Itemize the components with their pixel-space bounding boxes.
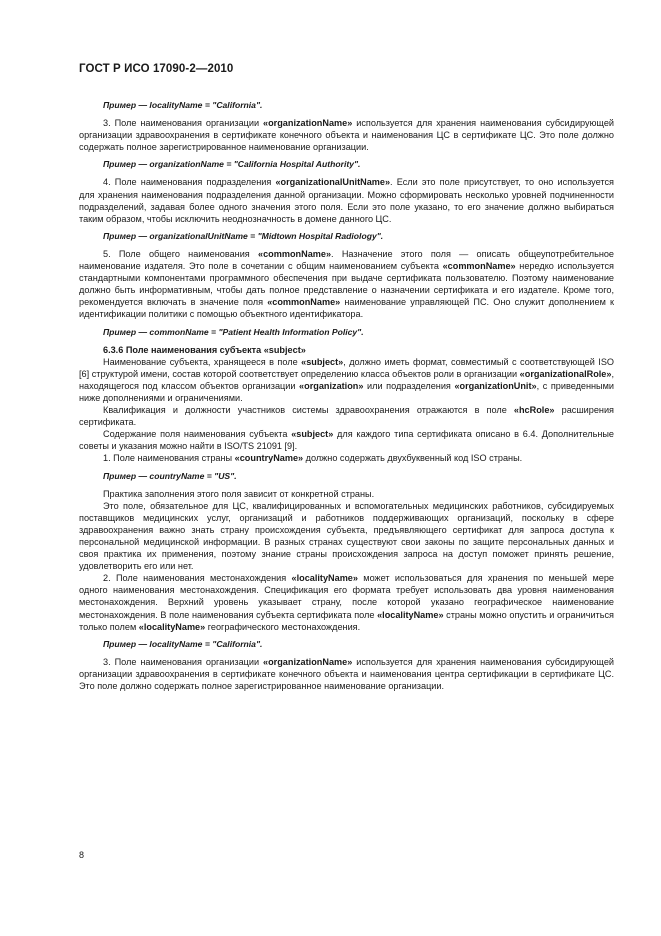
field-name: «organizationUnit»: [454, 380, 537, 391]
field-name: «commonName»: [442, 261, 516, 272]
field-name: «localityName»: [377, 609, 444, 620]
text-run: Наименование субъекта, хранящееся в поле: [103, 356, 302, 367]
text-run: Квалификация и должности участников системы здравоохранения отражаются в поле: [103, 405, 514, 416]
text-run: географического местонахождения.: [205, 621, 361, 632]
text-run: Это поле, обязательное для ЦС, квалифицированных и вспомогательных медицинских работников, субсидируемых поставщиков медицинских услуг, организаций и работников поддерживающих организаций, поскольку в сфере здравоохранения важно знать страну происхождения субъекта, предъявляющего сертификат для запроса доступа к персональной медицинской информации. В разных странах существуют свои законы по защите персональных данных и своя практика их применения, поэтому знание страны происхождения запроса на доступ поможет принять решение, удовлетворить его или нет.: [79, 500, 614, 572]
paragraph: [79, 572, 614, 632]
field-name: «organizationalRole»: [519, 368, 612, 379]
text-run: используется для хранения наименования субсидирующей организации здравоохранения в сертификате конечного объекта и наименования центра сертификации в сертификате ЦС. Это поле должно содержать полное зарегистрированное наименование организации.: [79, 656, 614, 692]
text-run: расширения сертификата.: [79, 405, 614, 428]
paragraph: [79, 500, 614, 573]
paragraph: [79, 117, 614, 153]
text-run: , должно иметь формат, совместимый с соответствующей ISO [6] структурой имени, состав которой соответствует определению класса объектов роли в организации: [79, 356, 614, 379]
section-heading: 6.3.6 Поле наименования субъекта «subject»: [103, 344, 306, 355]
text-run: 3. Поле наименования организации: [103, 656, 264, 667]
document-header: ГОСТ Р ИСО 17090-2—2010: [79, 63, 234, 75]
field-name: «commonName»: [258, 248, 332, 259]
text-run: используется для хранения наименования субсидирующей организации здравоохранения в сертификате конечного объекта и наименования ЦС в сертификате ЦС. Это поле должно содержать полное зарегистрированное наименование организации.: [79, 118, 614, 153]
paragraph: [79, 176, 614, 224]
text-run: для каждого типа сертификата описано в 6.4. Дополнительные советы и указания можно найти в ISO/TS 21091 [9].: [79, 429, 614, 452]
text-run: 1. Поле наименования страны: [103, 453, 235, 464]
paragraph: [79, 428, 614, 452]
field-name: «organizationName»: [263, 118, 353, 129]
example-line: Пример — localityName = "California".: [103, 100, 263, 110]
field-name: «organizationalUnitName»: [275, 177, 391, 188]
paragraph: [79, 656, 614, 692]
text-run: 5. Поле общего наименования: [103, 248, 259, 259]
text-run: или подразделения: [363, 380, 455, 391]
text-run: Содержание поля наименования субъекта: [103, 429, 292, 440]
text-run: должно содержать двухбуквенный код ISO страны.: [303, 453, 523, 464]
paragraph: [79, 452, 614, 464]
text-run: , находящегося под классом объектов организации: [79, 368, 614, 391]
text-run: наименование управляющей ПС. Оно служит дополнением к идентификации политики с помощью объектного идентификатора.: [79, 297, 615, 320]
field-name: «commonName»: [267, 297, 341, 308]
page-body: [79, 94, 614, 692]
field-name: «organizationName»: [263, 656, 353, 667]
paragraph: [79, 356, 614, 404]
example-line: Пример — countryName = "US".: [103, 470, 237, 481]
text-run: , с приведенными ниже дополнениями и ограничениями.: [79, 380, 614, 403]
paragraph: [79, 404, 614, 428]
text-run: страны можно опустить и ограничиться только полем: [79, 609, 614, 632]
text-run: . Если это поле присутствует, то оно используется для хранения наименования подразделения данной организации. Можно сформировать несколько уровней подчиненности подразделений, задавая более одного значения этого поля. Если это поле указано, то его значение должно выбираться таким образом, чтобы исключить неоднозначность в домене данного ЦС.: [79, 177, 614, 224]
example-line: Пример — commonName = "Patient Health Information Policy".: [103, 326, 364, 337]
field-name: «localityName»: [138, 621, 206, 632]
paragraph: [79, 248, 614, 321]
text-run: 4. Поле наименования подразделения: [103, 177, 276, 188]
field-name: «localityName»: [291, 573, 358, 584]
text-run: нередко используется стандартными компонентами программного обеспечения при выдаче сертификата пользователю. Поэтому наименование должно быть информативным, чтобы дать полное представление о назначении сертификата и его издателе. Кроме того, рекомендуется включать в значение поля: [79, 261, 614, 308]
field-name: «countryName»: [234, 453, 304, 464]
page-number: 8: [79, 850, 85, 860]
field-name: «organization»: [299, 380, 364, 391]
field-name: «hcRole»: [513, 405, 555, 416]
example-line: Пример — localityName = "California".: [103, 638, 263, 649]
field-name: «subject»: [301, 356, 344, 367]
text-run: может использоваться для хранения по меньшей мере одного наименования местонахождения. Спецификация его формата требует использовать два уровня наименования местонахождения. Верхний уровень указывает страну, после которой указано географическое наименование местонахождения. В поле наименования субъекта сертификата поле: [79, 573, 614, 620]
text-run: Практика заполнения этого поля зависит от конкретной страны.: [103, 488, 375, 499]
field-name: «subject»: [291, 429, 334, 440]
paragraph: [79, 488, 614, 500]
text-run: 3. Поле наименования организации: [103, 118, 264, 129]
example-line: Пример — organizationName = "California Hospital Authority".: [103, 159, 361, 170]
text-run: . Назначение этого поля — описать общеупотребительное наименование издателя. Это поле в сочетании с общим наименованием субъекта: [79, 248, 615, 272]
text-run: 2. Поле наименования местонахождения: [103, 573, 292, 584]
example-line: Пример — organizationalUnitName = "Midtown Hospital Radiology".: [103, 230, 384, 241]
